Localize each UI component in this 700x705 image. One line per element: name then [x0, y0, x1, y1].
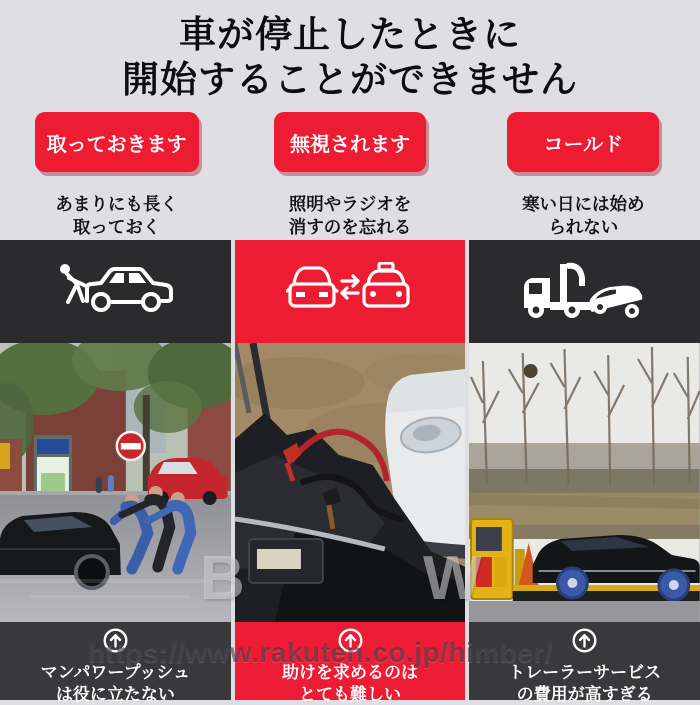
watermark-letter: W — [423, 543, 482, 614]
photo-tow — [469, 343, 700, 622]
title-line-1: 車が停止したときに — [0, 12, 700, 57]
page-title — [0, 12, 700, 102]
up-arrow-icon — [571, 627, 598, 660]
caption-push — [0, 622, 231, 700]
caption-help — [235, 622, 466, 700]
desc-line: あまりにも長く — [0, 193, 233, 216]
description-keep — [0, 193, 233, 239]
photo-push — [0, 343, 231, 622]
photo-help — [235, 343, 466, 622]
desc-line: 取っておく — [0, 216, 233, 239]
caption-line: は役に立たない — [56, 684, 175, 705]
push-car-icon — [54, 260, 176, 323]
badge-cold: コールド — [507, 112, 659, 172]
title-line-2: 開始することができません — [0, 57, 700, 102]
desc-line: られない — [467, 216, 700, 239]
badge-col-ignored — [233, 112, 466, 172]
panels — [0, 240, 700, 700]
watermark-letter: B — [200, 543, 245, 614]
panel-help — [235, 240, 466, 700]
caption-line: 助けを求めるのは — [282, 662, 418, 684]
description-ignored — [233, 193, 466, 239]
description-row — [0, 193, 700, 239]
icon-band-tow — [469, 240, 700, 343]
up-arrow-icon — [337, 627, 364, 660]
badge-col-cold — [467, 112, 700, 172]
caption-line: マンパワープッシュ — [41, 662, 190, 684]
badge-col-keep — [0, 112, 233, 172]
panel-tow — [469, 240, 700, 700]
caption-line: とても難しい — [299, 684, 401, 705]
desc-line: 消すのを忘れる — [233, 216, 466, 239]
watermark-url: https://www.rakuten.co.jp/himber/ — [88, 637, 553, 669]
cars-exchange-icon — [286, 262, 414, 321]
caption-tow — [469, 622, 700, 700]
caption-line: トレーラーサービス — [508, 662, 661, 684]
badge-row — [0, 112, 700, 172]
tow-truck-icon — [520, 258, 650, 325]
panel-push — [0, 240, 231, 700]
icon-band-push — [0, 240, 231, 343]
badge-keep: 取っておきます — [35, 112, 199, 172]
desc-line: 寒い日には始め — [467, 193, 700, 216]
icon-band-help — [235, 240, 466, 343]
description-cold — [467, 193, 700, 239]
badge-ignored: 無視されます — [274, 112, 426, 172]
up-arrow-icon — [102, 627, 129, 660]
desc-line: 照明やラジオを — [233, 193, 466, 216]
caption-line: の費用が高すぎる — [517, 684, 653, 705]
